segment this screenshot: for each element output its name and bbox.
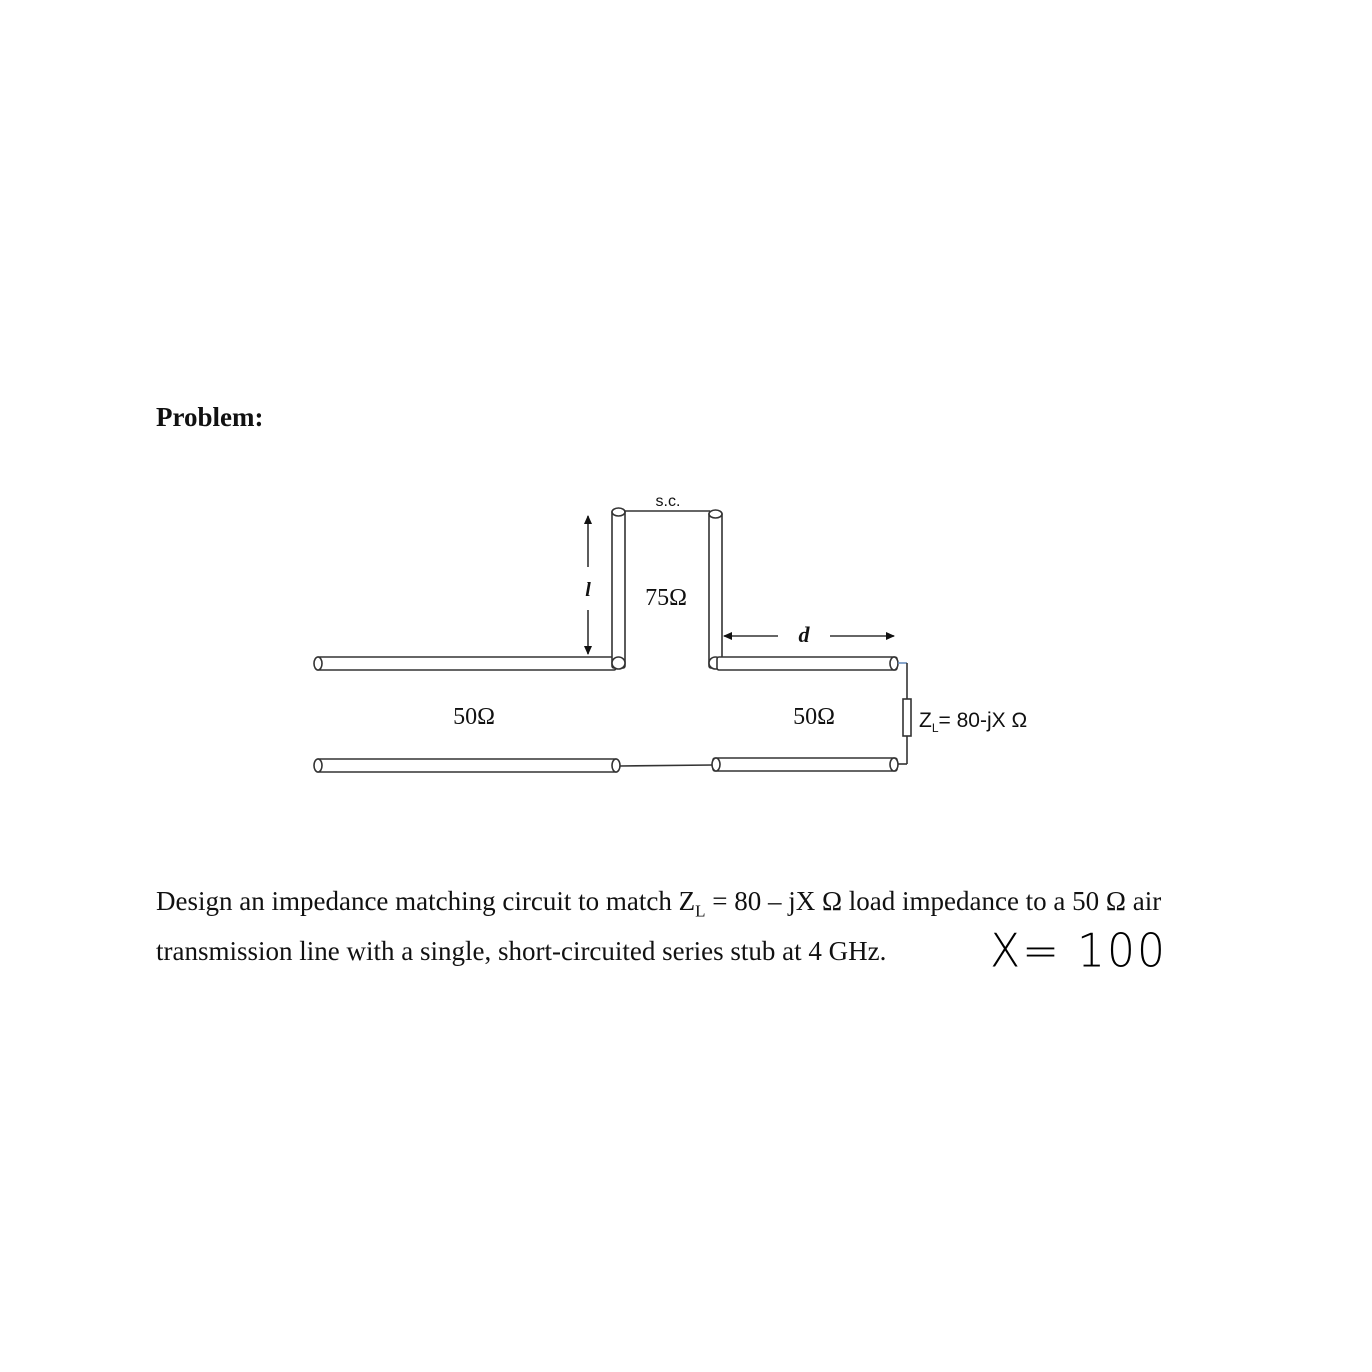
stub-length-label: l: [585, 579, 591, 601]
right-bottom-line: [712, 758, 898, 771]
problem-statement-line-2: transmission line with a single, short-circuited series stub at 4 GHz.: [156, 936, 887, 966]
problem-line1-part1: Design an impedance matching circuit to match Z: [156, 886, 696, 916]
load-resistor: [903, 699, 911, 736]
load-label-prefix: Z: [919, 709, 932, 732]
stub-impedance-label: 75Ω: [645, 585, 687, 611]
handwritten-note: X= 100: [990, 924, 1167, 979]
problem-statement-line-1: [156, 886, 1161, 921]
load-label-sub: L: [931, 721, 939, 735]
right-top-line: [717, 657, 898, 670]
left-top-line: [314, 657, 616, 670]
load-label-suffix: = 80-jX Ω: [938, 709, 1028, 732]
short-circuit-label: s.c.: [655, 493, 681, 510]
left-bottom-line: [314, 759, 620, 772]
left-line-impedance-label: 50Ω: [453, 704, 495, 730]
bottom-connection-wire: [620, 765, 713, 766]
distance-label: d: [798, 622, 810, 647]
stub-right-conductor: [709, 510, 722, 669]
problem-line1-subscript: L: [695, 901, 706, 921]
problem-heading: Problem:: [156, 402, 264, 432]
load-impedance-label: [919, 709, 1027, 735]
problem-line1-part2: = 80 – jX Ω load impedance to a 50 Ω air: [705, 886, 1162, 916]
right-line-impedance-label: 50Ω: [793, 704, 835, 730]
stub-left-conductor: [612, 508, 625, 669]
